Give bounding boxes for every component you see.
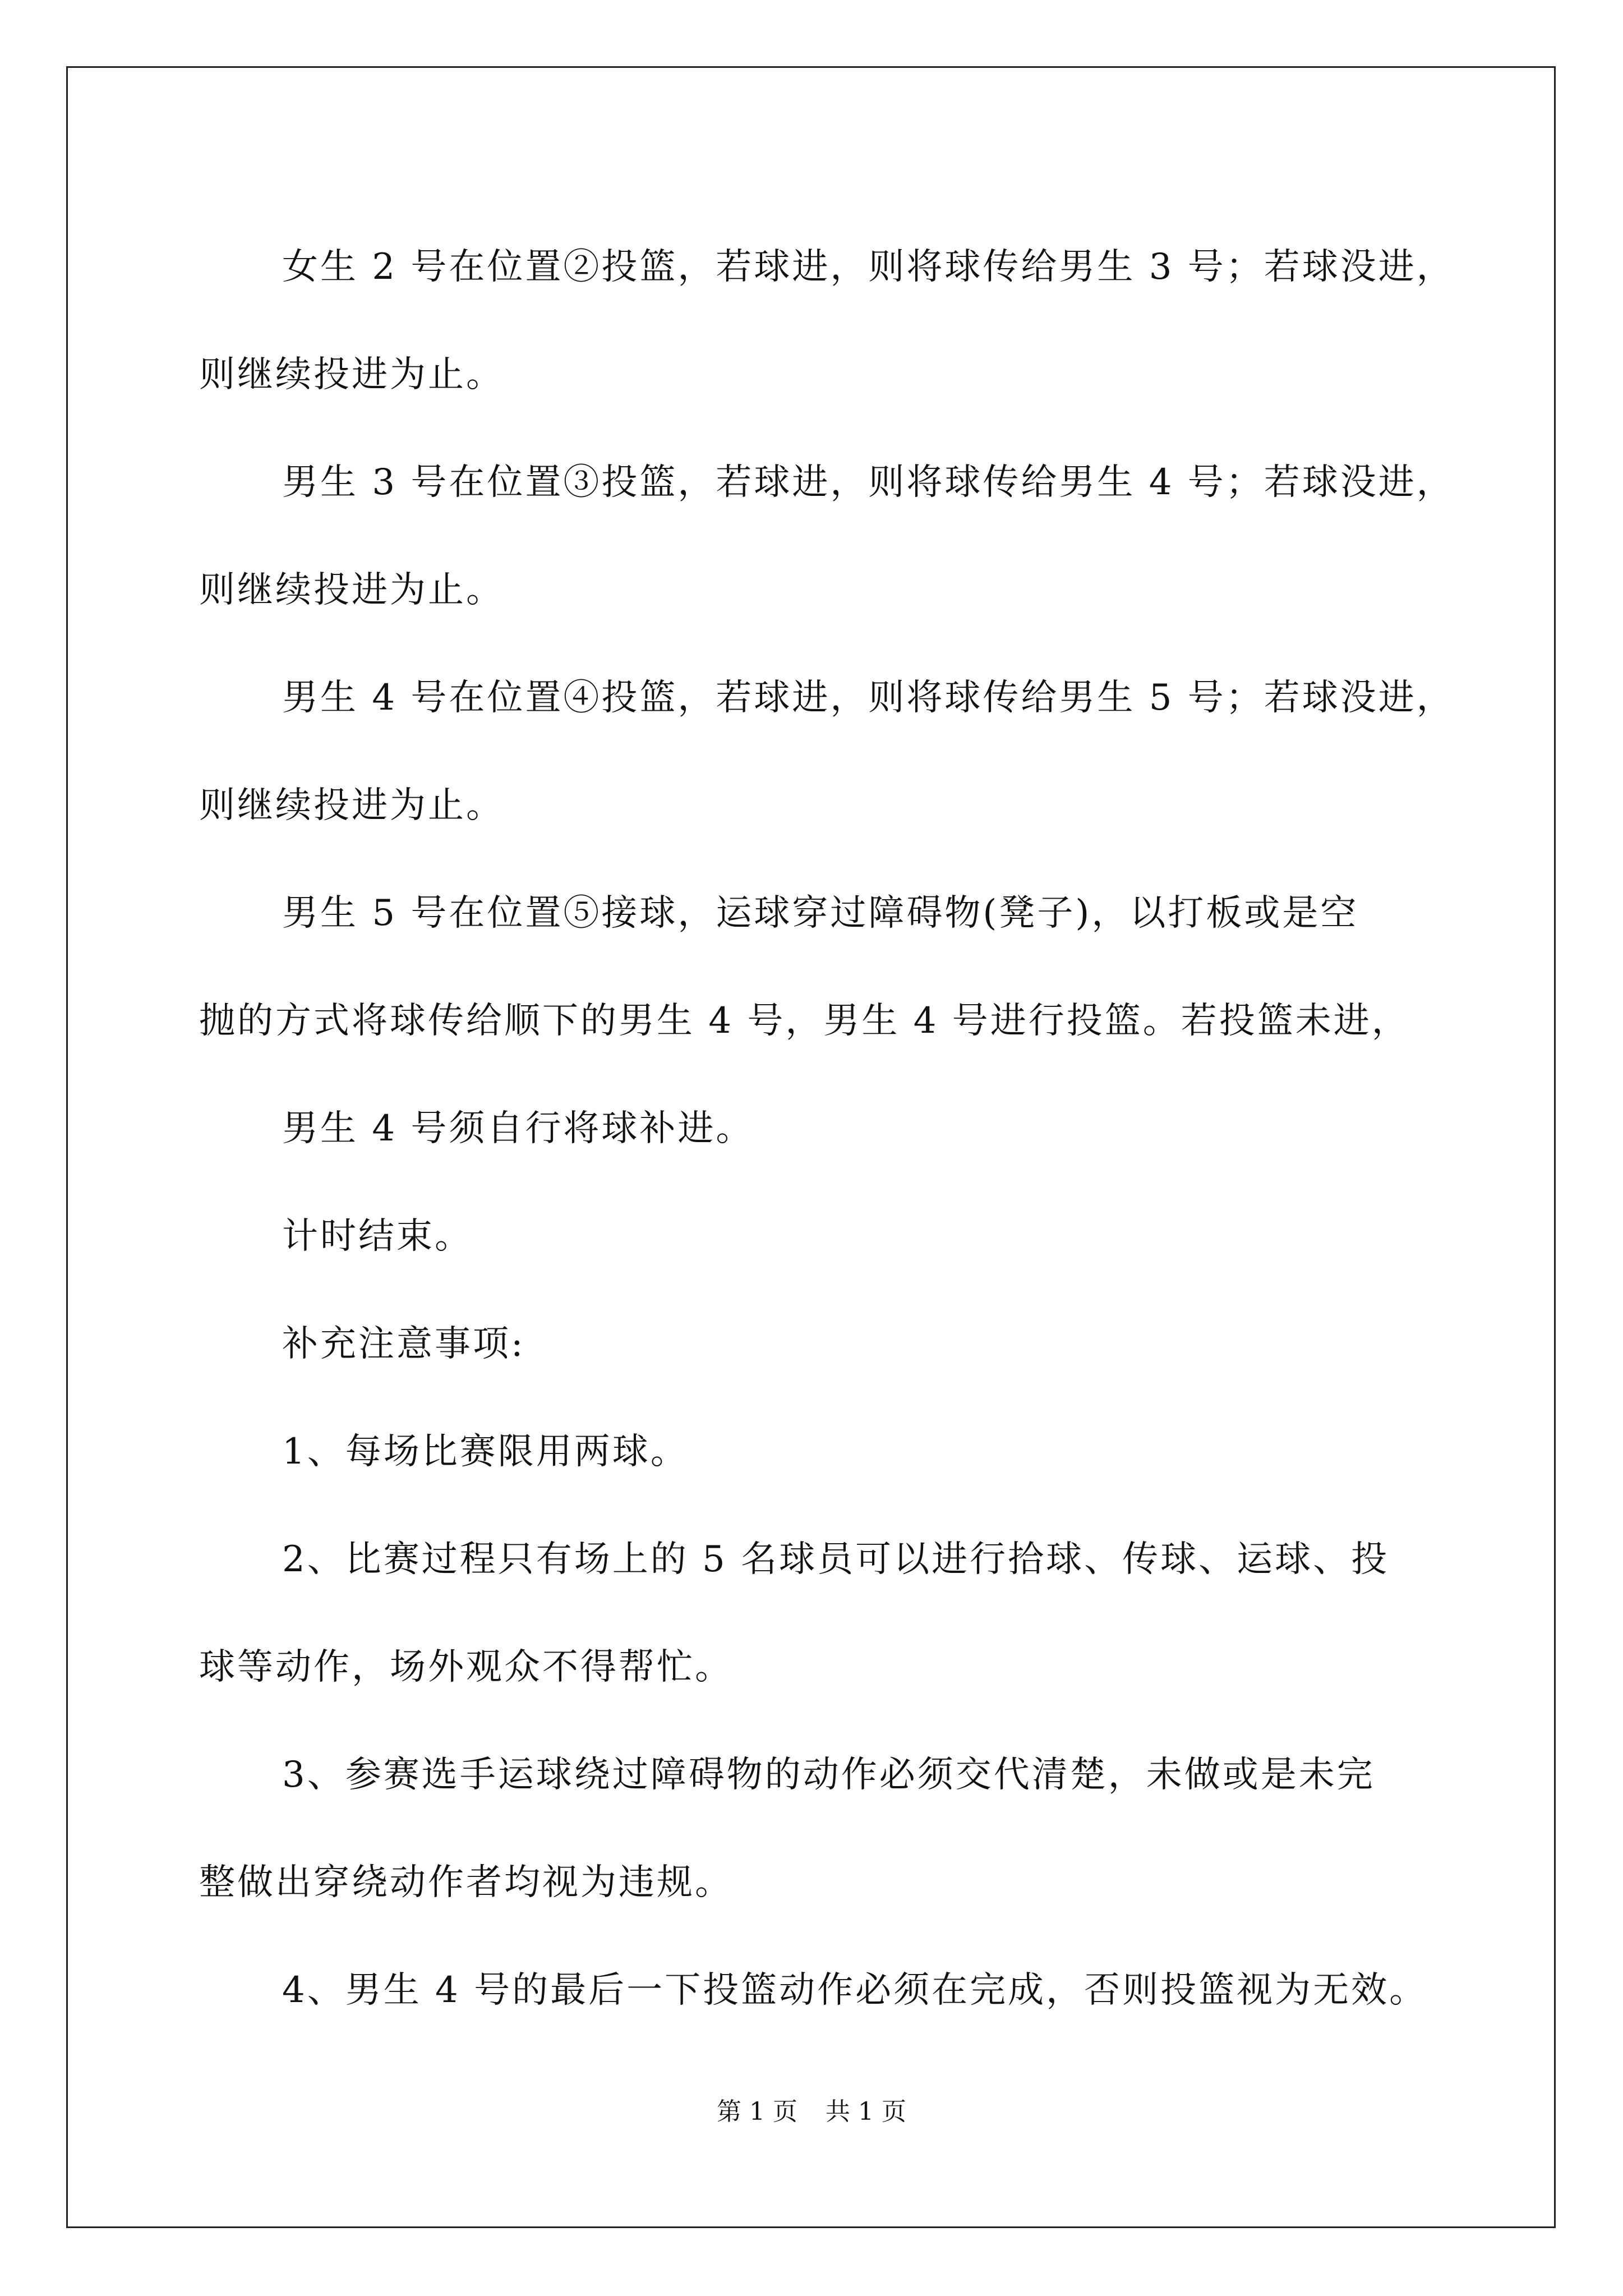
page-total: 共 1 页 <box>826 2097 906 2126</box>
text-line: 抛的方式将球传给顺下的男生 4 号，男生 4 号进行投篮。若投篮未进， <box>199 1000 1410 1042</box>
text-line: 男生 5 号在位置⑤接球，运球穿过障碍物(凳子)，以打板或是空 <box>282 892 1359 934</box>
text-line: 女生 2 号在位置②投篮，若球进，则将球传给男生 3 号；若球没进， <box>282 246 1455 288</box>
list-item-continuation: 球等动作，场外观众不得帮忙。 <box>199 1646 733 1688</box>
section-heading: 补充注意事项: <box>282 1323 525 1365</box>
text-line: 计时结束。 <box>282 1216 473 1257</box>
list-item: 4、男生 4 号的最后一下投篮动作必须在完成，否则投篮视为无效。 <box>282 1970 1428 2011</box>
list-item-continuation: 整做出穿绕动作者均视为违规。 <box>199 1862 733 1903</box>
text-line: 则继续投进为止。 <box>199 569 504 611</box>
text-line: 男生 4 号在位置④投篮，若球进，则将球传给男生 5 号；若球没进， <box>282 677 1455 719</box>
text-line: 男生 4 号须自行将球补进。 <box>282 1108 754 1149</box>
document-body <box>199 213 1461 2044</box>
text-line: 男生 3 号在位置③投篮，若球进，则将球传给男生 4 号；若球没进， <box>282 462 1455 503</box>
page-footer <box>0 2095 1623 2129</box>
list-item: 3、参赛选手运球绕过障碍物的动作必须交代清楚，未做或是未完 <box>282 1754 1375 1796</box>
page-number: 第 1 页 <box>717 2097 797 2126</box>
text-line: 则继续投进为止。 <box>199 354 504 395</box>
list-item: 2、比赛过程只有场上的 5 名球员可以进行拾球、传球、运球、投 <box>282 1539 1390 1580</box>
list-item: 1、每场比赛限用两球。 <box>282 1431 689 1473</box>
text-line: 则继续投进为止。 <box>199 785 504 826</box>
